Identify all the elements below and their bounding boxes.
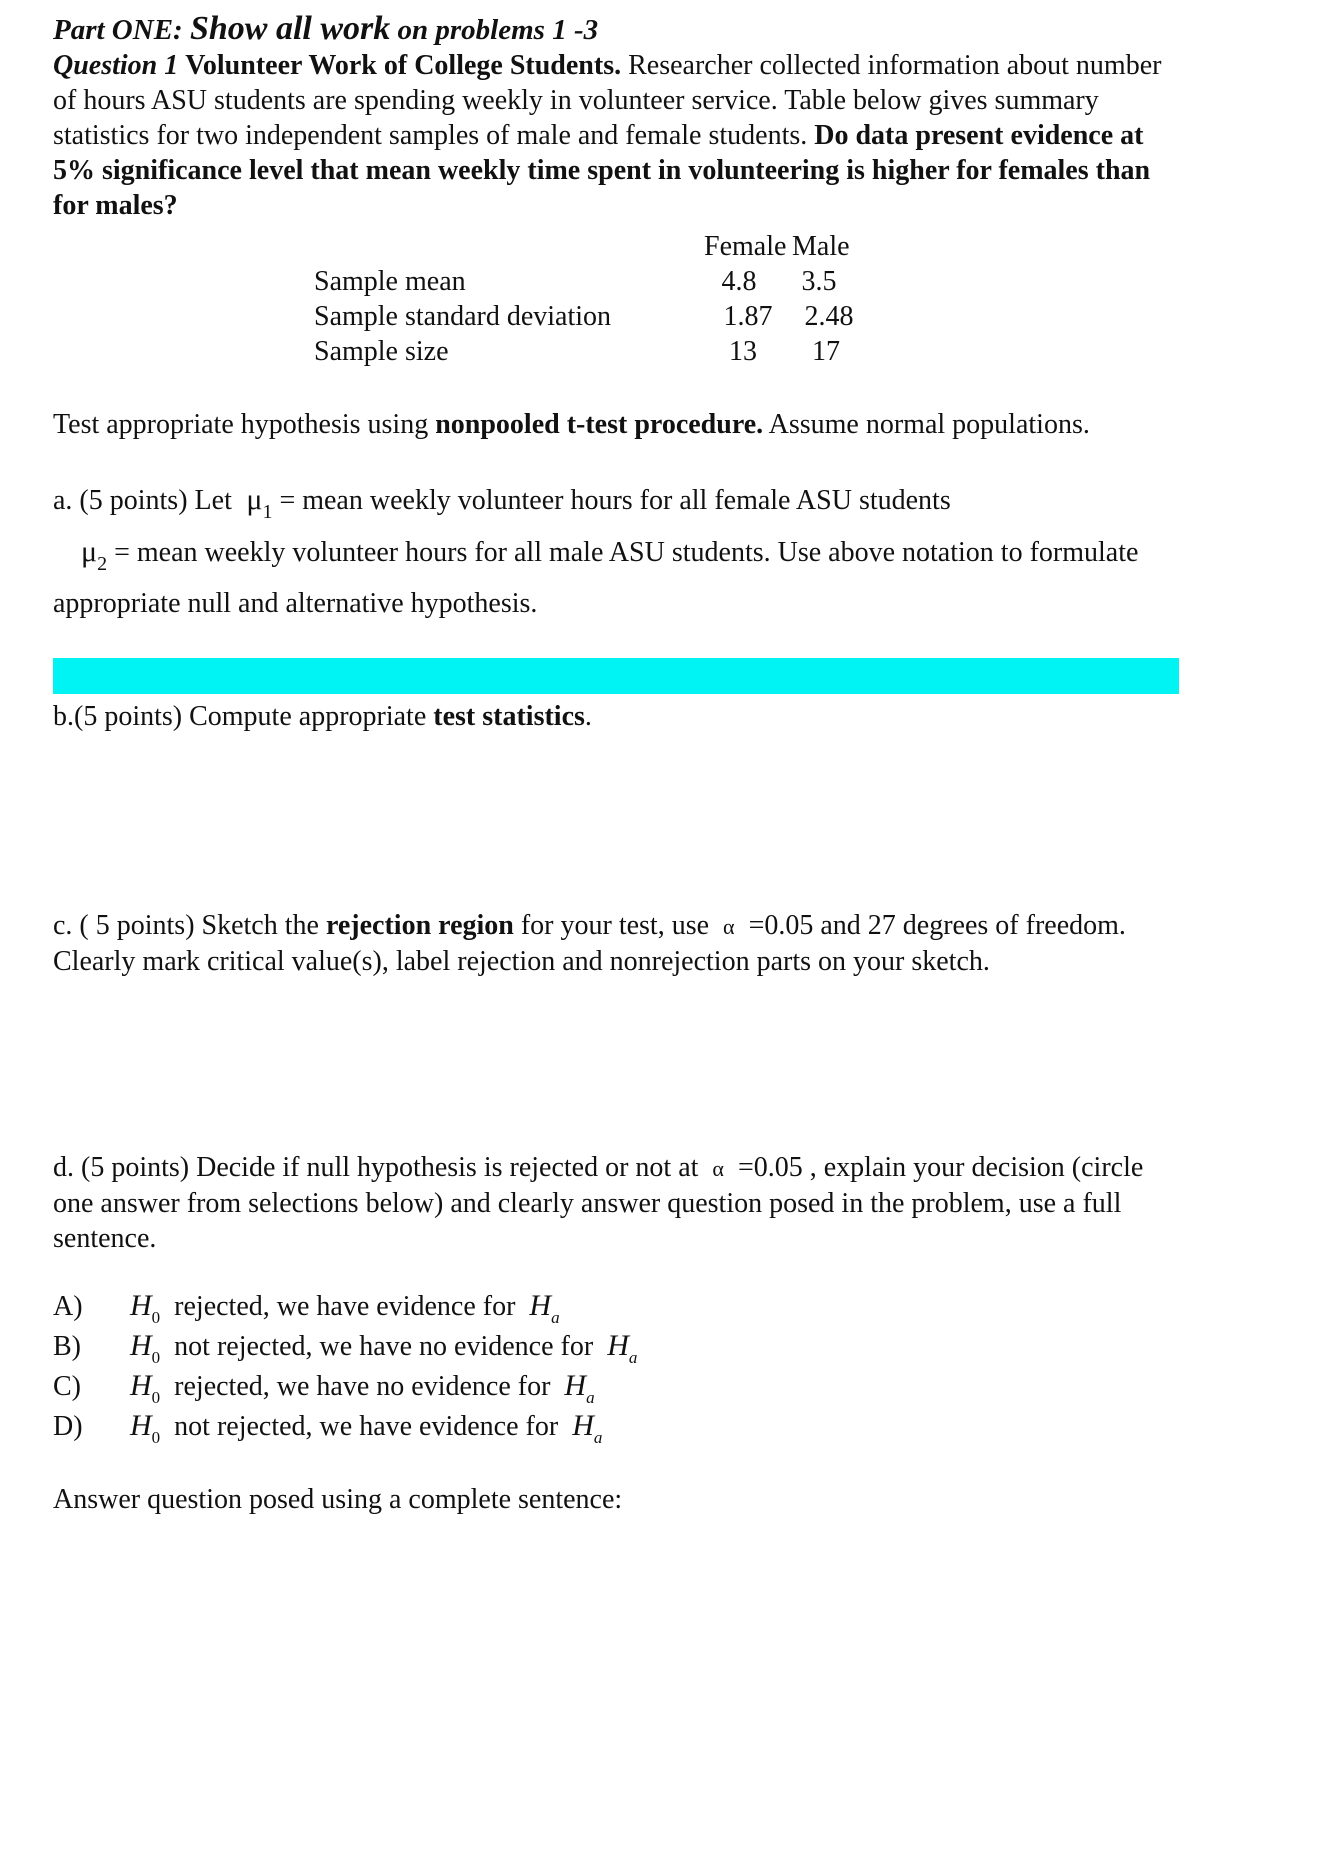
h0-symbol: $H_0$ bbox=[130, 1329, 161, 1367]
female-value: 13 bbox=[729, 336, 757, 367]
question-intro bbox=[53, 48, 1183, 223]
ha-symbol: $H_a$ bbox=[564, 1369, 595, 1407]
procedure-method: nonpooled t-test procedure. bbox=[435, 409, 764, 440]
male-value: 17 bbox=[812, 336, 840, 367]
rejection-region-term: rejection region bbox=[325, 910, 514, 941]
ha-symbol: $H_a$ bbox=[529, 1289, 560, 1327]
answer-prompt: Answer question posed using a complete sentence: bbox=[53, 1484, 623, 1515]
part-b: b.(5 points) Compute appropriate test statistics. bbox=[53, 701, 592, 732]
summary-statistics-table bbox=[53, 229, 1183, 369]
part-a bbox=[53, 479, 1183, 624]
part-b-bold: test statistics bbox=[433, 701, 585, 732]
question-title: Volunteer Work of College Students. bbox=[185, 50, 622, 81]
part-a-lead: a. (5 points) Let bbox=[53, 485, 232, 516]
ha-symbol: $H_a$ bbox=[572, 1409, 603, 1447]
choice-b[interactable]: B) $H_0$ not rejected, we have no evidence for $H_a$ bbox=[53, 1329, 638, 1367]
highlighted-answer-area[interactable] bbox=[53, 658, 1179, 694]
instruction-text: Show all work bbox=[189, 10, 391, 47]
col-header-female: Female bbox=[704, 231, 787, 262]
research-question: Do data present evidence at 5% significance level that mean weekly time spent in volunteering is higher for females than for males? bbox=[53, 120, 1151, 221]
alpha-symbol: α bbox=[723, 914, 735, 939]
part-c: c. ( 5 points) Sketch the rejection region for your test, use α =0.05 and 27 degrees of freedom. Clearly mark critical value(s), label rejection and nonrejection parts on your sketch. bbox=[53, 910, 1126, 977]
choice-d[interactable]: D) $H_0$ not rejected, we have evidence for $H_a$ bbox=[53, 1409, 603, 1447]
procedure-text: Test appropriate hypothesis using nonpooled t-test procedure. Assume normal populations. bbox=[53, 409, 1090, 440]
worksheet-page bbox=[53, 10, 1183, 1254]
question-number: Question 1 bbox=[53, 50, 179, 81]
h0-symbol: $H_0$ bbox=[130, 1289, 161, 1327]
h0-symbol: $H_0$ bbox=[130, 1409, 161, 1447]
mu1-symbol: $\mu_1$ bbox=[238, 483, 273, 523]
row-label: Sample standard deviation bbox=[314, 301, 612, 332]
part-d: d. (5 points) Decide if null hypothesis is rejected or not at α =0.05 , explain your decision (circle one answer from selections below) and clearly answer question posed in the problem, use a full sentence. bbox=[53, 1152, 1144, 1254]
mu1-definition: = mean weekly volunteer hours for all female ASU students bbox=[279, 485, 951, 516]
male-value: 2.48 bbox=[804, 301, 854, 332]
answer-choices bbox=[53, 1286, 637, 1517]
female-value: 1.87 bbox=[723, 301, 773, 332]
mu2-symbol: $\mu_2$ bbox=[81, 535, 108, 575]
problem-scope: on problems 1 -3 bbox=[397, 14, 599, 46]
row-label: Sample size bbox=[314, 336, 449, 367]
col-header-male: Male bbox=[792, 231, 850, 262]
alpha-symbol: α bbox=[712, 1156, 724, 1181]
h0-symbol: $H_0$ bbox=[130, 1369, 161, 1407]
male-value: 3.5 bbox=[801, 266, 837, 297]
choice-c[interactable]: C) $H_0$ rejected, we have no evidence for $H_a$ bbox=[53, 1369, 595, 1407]
question-description: Researcher collected information about number of hours ASU students are spending weekly in volunteer service. Table below gives summary statistics for two independent samples of male and female students. bbox=[53, 50, 1162, 151]
female-value: 4.8 bbox=[721, 266, 757, 297]
part-header bbox=[53, 10, 1183, 48]
ha-symbol: $H_a$ bbox=[607, 1329, 638, 1367]
part-label: Part ONE: bbox=[53, 14, 183, 46]
mu2-definition: = mean weekly volunteer hours for all male ASU students. Use above notation to formulate appropriate null and alternative hypothesis. bbox=[53, 537, 1139, 619]
row-label: Sample mean bbox=[314, 266, 466, 297]
choice-a[interactable]: A) $H_0$ rejected, we have evidence for $H_a$ bbox=[53, 1289, 560, 1327]
